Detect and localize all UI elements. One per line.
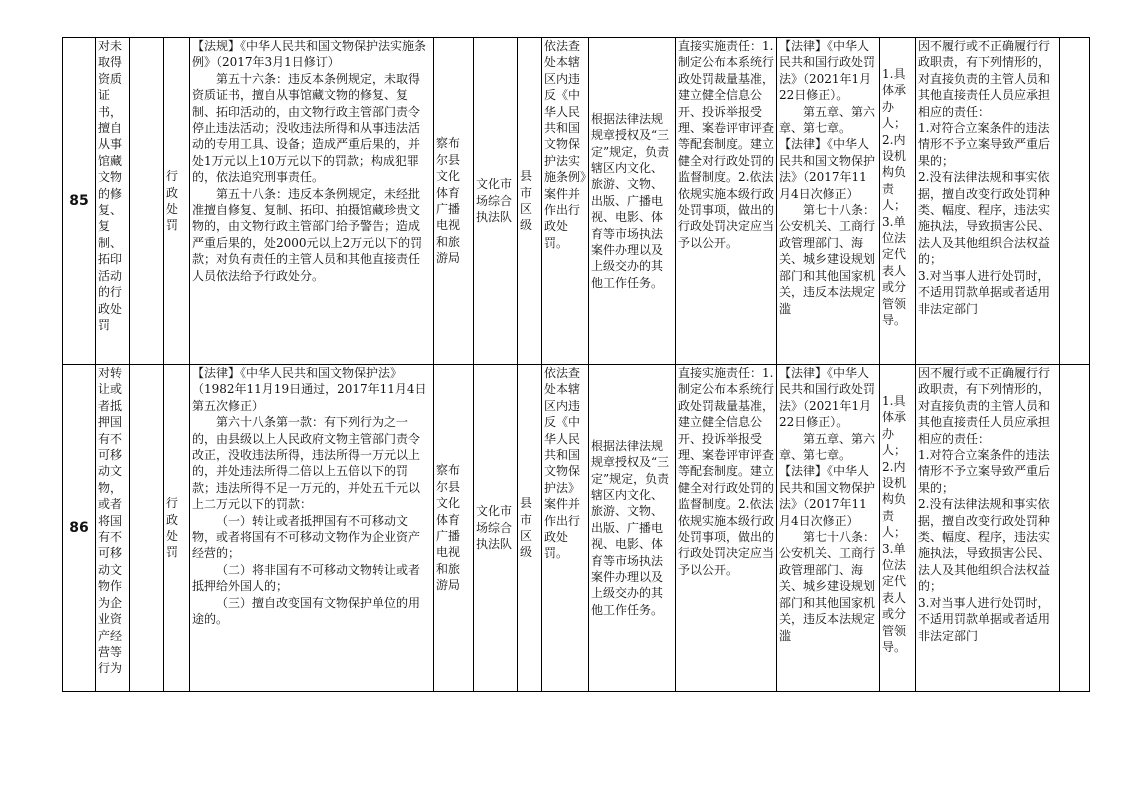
admin-level: 县市区级 xyxy=(518,365,542,692)
scope-cell xyxy=(542,38,589,365)
division-cell xyxy=(589,365,676,692)
responsible-persons: 1.具体承办人；2.内设机构负责人；3.单位法定代表人或分管领导。 xyxy=(882,67,907,328)
liability-item: 1.对符合立案条件的违法情形不予立案导致严重后果的； xyxy=(918,448,1051,495)
item-category: 行政处罚 xyxy=(164,365,190,692)
liability-cell xyxy=(916,38,1060,365)
duties-cell xyxy=(676,365,777,692)
accountability-basis-cell xyxy=(777,365,880,692)
liability-item: 2.没有法律法规和事实依据，擅自改变行政处罚种类、幅度、程序，违法实施执法，导致损害公民、法人及其他组织合法权益的； xyxy=(918,170,1051,267)
liability-item: 3.对当事人进行处罚时，不适用罚款单据或者适用非法定部门 xyxy=(918,268,1051,316)
duties-cell xyxy=(676,38,777,365)
responsible-persons: 1.具体承办人；2.内设机构负责人；3.单位法定代表人或分管领导。 xyxy=(882,394,907,655)
basis-clause: （二）将非国有不可移动文物转让或者抵押给外国人的； xyxy=(192,562,421,594)
accountability-article: 第七十八条：公安机关、工商行政管理部门、海关、城乡建设规划部门和其他国家机关，违反本法规定滥 xyxy=(779,530,876,643)
table-row xyxy=(63,38,1090,365)
responsible-cell xyxy=(880,365,916,692)
item-name-cell xyxy=(96,365,130,692)
item-name-cell xyxy=(96,38,130,365)
row-number: 86 xyxy=(63,365,96,692)
remark-cell xyxy=(1060,38,1090,365)
accountability-law: 【法律】《中华人民共和国文物保护法》（2017年11月4日次修正） xyxy=(779,137,876,201)
liability-item: 3.对当事人进行处罚时，不适用罚款单据或者适用非法定部门 xyxy=(918,595,1051,643)
liability-cell xyxy=(916,365,1060,692)
responsible-cell xyxy=(880,38,916,365)
basis-clause: （三）擅自改变国有文物保护单位的用途的。 xyxy=(192,595,421,627)
division-text: 根据法律法规规章授权及“三定”规定，负责辖区内文化、旅游、文物、出版、广播电视、电影、体育等市场执法案件办理以及上级交办的其他工作任务。 xyxy=(591,111,670,290)
accountability-law: 【法律】《中华人民共和国文物保护法》（2017年11月4日次修正） xyxy=(779,464,876,528)
basis-citation: 【法规】《中华人民共和国文物保护法实施条例》（2017年3月1日修订） xyxy=(192,39,427,70)
liability-intro: 因不履行或不正确履行行政职责，有下列情形的，对直接负责的主管人员和其他直接责任人员应承担相应的责任： xyxy=(918,39,1051,119)
implementing-office: 文化市场综合执法队 xyxy=(474,38,518,365)
implementing-dept: 察布尔县文化体育广播电视和旅游局 xyxy=(434,365,474,692)
scope-text: 依法查处本辖区内违反《中华人民共和国文物保护法》案件并作出行政处罚。 xyxy=(544,366,581,561)
blank-cell xyxy=(130,38,164,365)
implementing-dept: 察布尔县文化体育广播电视和旅游局 xyxy=(434,38,474,365)
basis-article: 第五十八条：违反本条例规定，未经批准擅自修复、复制、拓印、拍摄馆藏珍贵文物的，由文物行政主管部门给予警告；造成严重后果的，处2000元以上2万元以下的罚款；对负有责任的主管人员和其他直接责任人员依法给予行政处分。 xyxy=(192,186,423,283)
liability-item: 1.对符合立案条件的违法情形不予立案导致严重后果的； xyxy=(918,121,1051,168)
accountability-law: 【法律】《中华人民共和国行政处罚法》（2021年1月22日修正）。 xyxy=(779,366,876,430)
legal-basis-cell xyxy=(190,365,434,692)
implementing-office: 文化市场综合执法队 xyxy=(474,365,518,692)
item-name: 对未取得资质证书，擅自从事馆藏文物的修复、复制、拓印活动的行政处罚 xyxy=(98,39,123,332)
item-category: 行政处罚 xyxy=(164,38,190,365)
accountability-basis-cell xyxy=(777,38,880,365)
blank-cell xyxy=(130,365,164,692)
duties-text: 直接实施责任：1.制定公布本系统行政处罚裁量基准，建立健全信息公开、投诉举报受理、案卷评审评查等配套制度。建立健全对行政处罚的监督制度。2.依法依规实施本级行政处罚事项，做出的行政处罚决定应当予以公开。 xyxy=(678,39,774,250)
admin-level: 县市区级 xyxy=(518,38,542,365)
row-number: 85 xyxy=(63,38,96,365)
accountability-article: 第七十八条：公安机关、工商行政管理部门、海关、城乡建设规划部门和其他国家机关，违反本法规定滥 xyxy=(779,203,876,316)
duties-text: 直接实施责任：1.制定公布本系统行政处罚裁量基准，建立健全信息公开、投诉举报受理、案卷评审评查等配套制度。建立健全对行政处罚的监督制度。2.依法依规实施本级行政处罚事项，做出的行政处罚决定应当予以公开。 xyxy=(678,366,774,577)
basis-article: 第六十八条第一款：有下列行为之一的，由县级以上人民政府文物主管部门责令改正，没收违法所得，违法所得一万元以上的，并处违法所得二倍以上五倍以下的罚款；违法所得不足一万元的，并处五千元以上二万元以下的罚款： xyxy=(192,415,421,512)
accountability-law: 【法律】《中华人民共和国行政处罚法》（2021年1月22日修正）。 xyxy=(779,39,876,103)
item-name: 对转让或者抵押国有不可移动文物，或者将国有不可移动文物作为企业资产经营等行为 xyxy=(98,366,123,676)
division-text: 根据法律法规规章授权及“三定”规定，负责辖区内文化、旅游、文物、出版、广播电视、电影、体育等市场执法案件办理以及上级交办的其他工作任务。 xyxy=(591,438,670,617)
basis-citation: 【法律】《中华人民共和国文物保护法》（1982年11月19日通过，2017年11月4日第五次修正） xyxy=(192,366,427,413)
accountability-chapters: 第五章、第六章、第七章。 xyxy=(779,104,876,136)
division-cell xyxy=(589,38,676,365)
liability-item: 2.没有法律法规和事实依据，擅自改变行政处罚种类、幅度、程序，违法实施执法，导致损害公民、法人及其他组织合法权益的； xyxy=(918,497,1051,594)
scope-cell xyxy=(542,365,589,692)
legal-basis-cell xyxy=(190,38,434,365)
accountability-chapters: 第五章、第六章、第七章。 xyxy=(779,431,876,463)
table-row xyxy=(63,365,1090,692)
power-list-table xyxy=(62,37,1090,692)
scope-text: 依法查处本辖区内违反《中华人民共和国文物保护法实施条例》案件并作出行政处罚。 xyxy=(544,39,586,250)
liability-intro: 因不履行或不正确履行行政职责，有下列情形的，对直接负责的主管人员和其他直接责任人员应承担相应的责任： xyxy=(918,366,1051,446)
basis-clause: （一）转让或者抵押国有不可移动文物，或者将国有不可移动文物作为企业资产经营的； xyxy=(192,513,421,561)
remark-cell xyxy=(1060,365,1090,692)
basis-article: 第五十六条：违反本条例规定，未取得资质证书，擅自从事馆藏文物的修复、复制、拓印活动的，由文物行政主管部门责令停止违法活动；没收违法所得和从事违法活动的专用工具、设备；造成严重后果的，并处1万元以上10万元以下的罚款；构成犯罪的，依法追究刑事责任。 xyxy=(192,71,421,185)
